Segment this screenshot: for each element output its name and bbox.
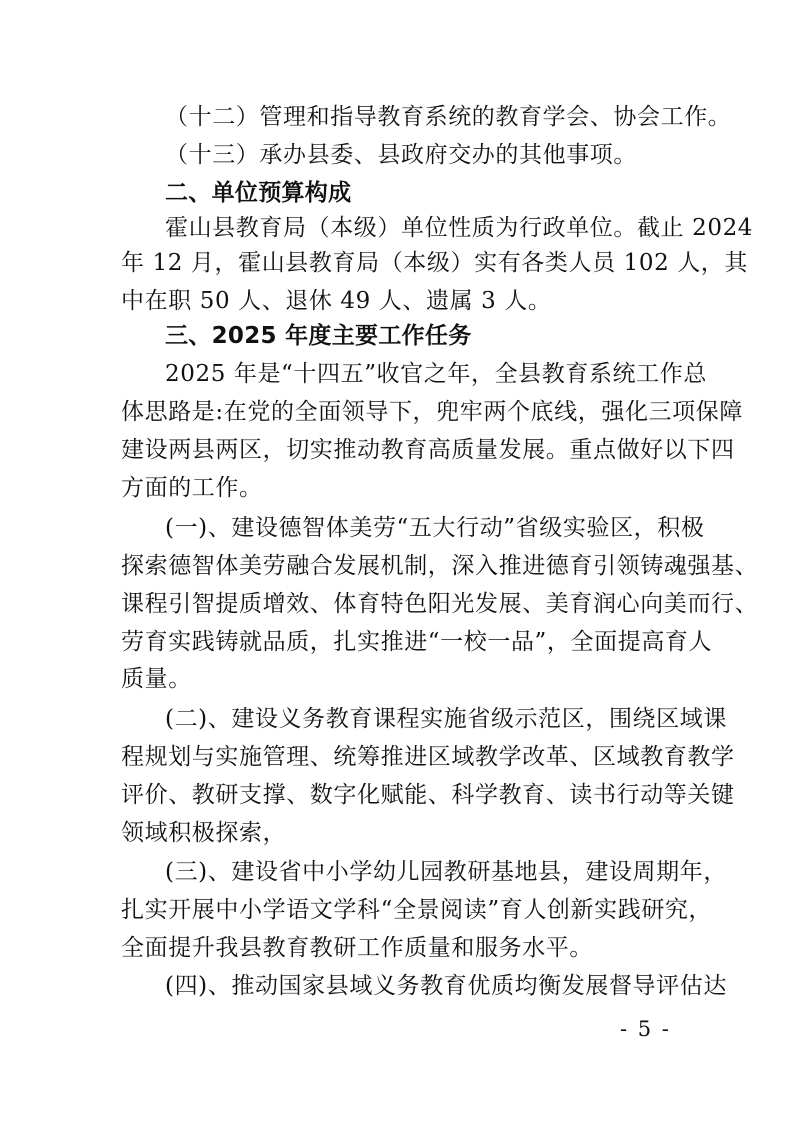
- paragraph-line: （十三）承办县委、县政府交办的其他事项。: [165, 142, 637, 168]
- paragraph-line: (一)、建设德智体美劳“五大行动”省级实验区，积极: [165, 515, 705, 541]
- paragraph-line: 探索德智体美劳融合发展机制，深入推进德育引领铸魂强基、: [121, 553, 759, 579]
- paragraph-line: (二)、建设义务教育课程实施省级示范区，围绕区域课: [165, 706, 727, 732]
- paragraph-line: 领域积极探索，: [121, 820, 287, 846]
- paragraph-line: 劳育实践铸就品质，扎实推进“一校一品”，全面提高育人: [121, 629, 713, 655]
- paragraph-line: （十二）管理和指导教育系统的教育学会、协会工作。: [165, 104, 732, 130]
- page-number: - 5 -: [620, 1017, 671, 1041]
- paragraph-line: 方面的工作。: [121, 475, 263, 501]
- paragraph-line: 建设两县两区，切实推动教育高质量发展。重点做好以下四: [121, 437, 735, 463]
- paragraph-line: 体思路是:在党的全面领导下，兜牢两个底线，强化三项保障: [121, 399, 743, 425]
- paragraph-line: 2025 年是“十四五”收官之年，全县教育系统工作总: [165, 361, 707, 387]
- section-heading: 二、单位预算构成: [165, 180, 352, 206]
- paragraph-line: 扎实开展中小学语文学科“全景阅读”育人创新实践研究，: [121, 897, 713, 923]
- paragraph-line: 中在职 50 人、退休 49 人、遗属 3 人。: [121, 288, 552, 314]
- section-heading: 三、2025 年度主要工作任务: [165, 323, 472, 349]
- paragraph-line: 评价、教研支撑、数字化赋能、科学教育、读书行动等关键: [121, 782, 735, 808]
- paragraph-line: 全面提升我县教育教研工作质量和服务水平。: [121, 935, 593, 961]
- paragraph-line: (三)、建设省中小学幼儿园教研基地县，建设周期年，: [165, 859, 727, 885]
- paragraph-line: 年 12 月，霍山县教育局（本级）实有各类人员 102 人，其: [121, 250, 749, 276]
- paragraph-line: 课程引智提质增效、体育特色阳光发展、美育润心向美而行、: [121, 591, 759, 617]
- paragraph-line: 质量。: [121, 666, 192, 692]
- paragraph-line: 霍山县教育局（本级）单位性质为行政单位。截止 2024: [165, 215, 754, 241]
- paragraph-line: 程规划与实施管理、统筹推进区域教学改革、区域教育教学: [121, 744, 735, 770]
- paragraph-line: (四)、推动国家县域义务教育优质均衡发展督导评估达: [165, 973, 727, 999]
